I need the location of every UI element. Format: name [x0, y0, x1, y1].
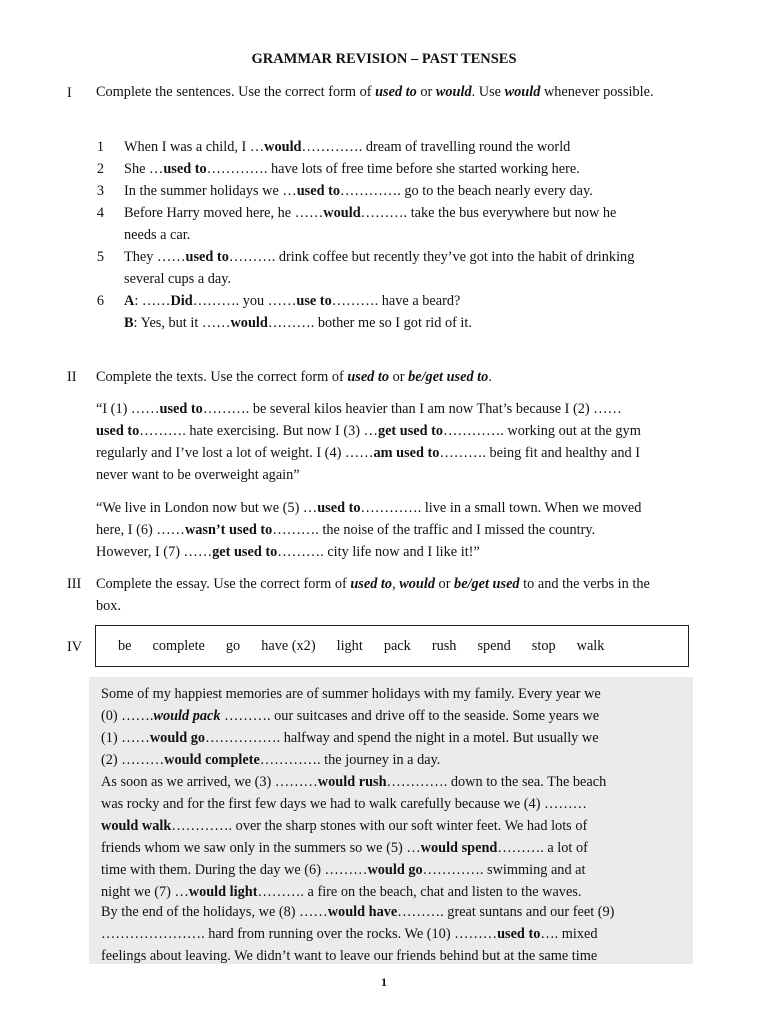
text-run: Before Harry moved here, he ……	[124, 205, 324, 221]
text-run: ………. a fire on the beach, chat and listen to the waves.	[257, 884, 582, 900]
item-line	[124, 224, 724, 246]
item-number: 5	[96, 249, 104, 265]
page-title: GRAMMAR REVISION – PAST TENSES	[251, 51, 517, 67]
text-line	[96, 497, 724, 519]
text-run: several cups a day.	[124, 271, 232, 287]
text-run: …………. dream of travelling round the world	[301, 139, 571, 155]
text-run: ………. you ……	[192, 293, 297, 309]
text-run: Complete the texts. Use the correct form of	[96, 369, 348, 385]
answer-text: used to	[185, 249, 229, 265]
text-run: : ……	[134, 293, 171, 309]
answer-text: used to	[375, 84, 417, 100]
text-line	[101, 923, 687, 945]
text-line	[101, 881, 687, 903]
verb-box	[95, 625, 689, 667]
answer-text: would go	[367, 862, 423, 878]
text-run: time with them. During the day we (6) ………	[101, 862, 368, 878]
item-line	[124, 180, 724, 202]
answer-text: B	[124, 315, 134, 331]
text-run: here, I (6) ……	[96, 522, 185, 538]
section-3-numeral: III	[67, 576, 82, 592]
text-line	[101, 727, 687, 749]
item-line	[124, 268, 724, 290]
text-run: However, I (7) ……	[96, 544, 213, 560]
text-run: .	[488, 369, 492, 385]
verb-word: pack	[383, 638, 411, 654]
text-line	[96, 541, 724, 563]
text-line	[101, 837, 687, 859]
item-number: 2	[96, 161, 104, 177]
text-line	[101, 815, 687, 837]
text-run: (2) ………	[101, 752, 165, 768]
answer-text: would complete	[164, 752, 260, 768]
text-run: friends whom we saw only in the summers so we (5) …	[101, 840, 421, 856]
text-2	[96, 497, 724, 563]
verb-word: light	[336, 638, 363, 654]
essay-paragraph-3	[101, 901, 687, 967]
text-run: : Yes, but it ……	[133, 315, 231, 331]
text-run: …………. live in a small town. When we moved	[360, 500, 642, 516]
text-line	[101, 705, 687, 727]
answer-text: would	[264, 139, 302, 155]
verb-word: complete	[152, 638, 205, 654]
text-run: ………. hate exercising. But now I (3) …	[139, 423, 378, 439]
text-run: …. mixed	[540, 926, 598, 942]
answer-text: would walk	[101, 818, 172, 834]
text-run: never want to be overweight again”	[96, 467, 300, 483]
text-run: needs a car.	[124, 227, 191, 243]
text-line	[101, 945, 687, 967]
text-run: or	[434, 576, 455, 592]
answer-text: wasn’t used to	[184, 522, 273, 538]
text-run: ………. our suitcases and drive off to the seaside. Some years we	[220, 708, 600, 724]
text-run: ………. being fit and healthy and I	[439, 445, 640, 461]
essay-paragraph-2	[101, 771, 687, 903]
answer-text: would	[504, 84, 541, 100]
text-run: or	[389, 369, 409, 385]
item-line	[124, 136, 724, 158]
text-line	[101, 771, 687, 793]
text-run: (0) …….	[101, 708, 154, 724]
item-number: 4	[96, 205, 104, 221]
text-run: “I (1) ……	[96, 401, 160, 417]
answer-text: Did	[170, 293, 193, 309]
page-number: 1	[381, 975, 387, 989]
text-run: By the end of the holidays, we (8) ……	[101, 904, 328, 920]
answer-text: would	[230, 315, 268, 331]
verb-word: stop	[531, 638, 556, 654]
text-run: to and the verbs in the box.	[96, 576, 650, 614]
text-line	[101, 749, 687, 771]
verb-word: be	[118, 638, 132, 654]
text-line	[101, 901, 687, 923]
text-run: They ……	[124, 249, 186, 265]
answer-text: be/get used	[454, 576, 520, 592]
section-2-instructions	[96, 366, 676, 388]
text-line	[101, 683, 687, 705]
answer-text: would spend	[420, 840, 498, 856]
item-line	[124, 312, 724, 334]
answer-text: would	[435, 84, 472, 100]
text-line	[101, 793, 687, 815]
answer-text: used to	[163, 161, 207, 177]
section-1-numeral: I	[67, 85, 72, 101]
answer-text: would go	[149, 730, 206, 746]
text-line	[96, 420, 724, 442]
verb-word: spend	[477, 638, 511, 654]
text-1	[96, 398, 724, 486]
answer-text: used to	[296, 183, 341, 199]
item-number: 6	[96, 293, 104, 309]
text-line	[96, 464, 724, 486]
text-run: regularly and I’ve lost a lot of weight. I (4) ……	[96, 445, 374, 461]
text-run: Complete the essay. Use the correct form of	[96, 576, 351, 592]
answer-text: would have	[327, 904, 398, 920]
answer-text: would light	[188, 884, 258, 900]
text-run: …………. go to the beach nearly every day.	[340, 183, 593, 199]
section-2-numeral: II	[67, 369, 77, 385]
answer-text: used to	[347, 369, 390, 385]
text-run: She …	[124, 161, 164, 177]
text-run: ………. take the bus everywhere but now he	[360, 205, 617, 221]
answer-text: get used to	[377, 423, 444, 439]
text-run: ……………. halfway and spend the night in a motel. But usually we	[205, 730, 599, 746]
answer-text: use to	[296, 293, 332, 309]
answer-text: used to	[159, 401, 203, 417]
verb-word: walk	[576, 638, 605, 654]
text-run: Some of my happiest memories are of summer holidays with my family. Every year we	[101, 686, 601, 702]
text-run: …………. over the sharp stones with our soft winter feet. We had lots of	[171, 818, 588, 834]
text-line	[96, 519, 724, 541]
text-run: As soon as we arrived, we (3) ………	[101, 774, 318, 790]
text-run: ………. drink coffee but recently they’ve got into the habit of drinking	[228, 249, 635, 265]
text-run: . Use	[471, 84, 505, 100]
answer-text: be/get used to	[408, 369, 489, 385]
section-3-instructions	[96, 573, 676, 617]
text-run: or	[416, 84, 436, 100]
answer-text: used to	[317, 500, 361, 516]
answer-text: would	[399, 576, 435, 592]
text-run: night we (7) …	[101, 884, 189, 900]
text-run: Complete the sentences. Use the correct form of	[96, 84, 376, 100]
text-run: ………. have a beard?	[331, 293, 461, 309]
text-run: feelings about leaving. We didn’t want to leave our friends behind but at the same time	[101, 948, 598, 964]
item-line	[124, 290, 724, 312]
text-run: ………. bother me so I got rid of it.	[267, 315, 472, 331]
text-line	[96, 442, 724, 464]
item-line	[124, 158, 724, 180]
answer-text: A	[124, 293, 135, 309]
text-run: was rocky and for the first few days we had to walk carefully because we (4) ………	[101, 796, 587, 812]
section-4-numeral: IV	[67, 639, 83, 655]
answer-text: would pack	[153, 708, 221, 724]
text-run: ………. the noise of the traffic and I missed the country.	[272, 522, 596, 538]
section-1-instructions	[96, 81, 676, 103]
answer-text: am used to	[373, 445, 440, 461]
text-run: ………. great suntans and our feet (9)	[397, 904, 615, 920]
text-run: “We live in London now but we (5) …	[96, 500, 318, 516]
text-run: …………. working out at the gym	[443, 423, 641, 439]
verb-word: have (x2)	[261, 638, 316, 654]
item-line	[124, 202, 724, 224]
verb-word: rush	[431, 638, 457, 654]
text-run: …………. down to the sea. The beach	[386, 774, 607, 790]
answer-text: used to	[497, 926, 541, 942]
text-run: ………. city life now and I like it!”	[277, 544, 480, 560]
text-run: …………. swimming and at	[422, 862, 586, 878]
text-run: …………. have lots of free time before she started working here.	[206, 161, 580, 177]
text-run: ,	[392, 576, 400, 592]
item-number: 3	[96, 183, 104, 199]
text-run: (1) ……	[101, 730, 150, 746]
item-number: 1	[96, 139, 104, 155]
text-run: ………. be several kilos heavier than I am now That’s because I (2) ……	[202, 401, 622, 417]
text-run: whenever possible.	[540, 84, 654, 100]
answer-text: get used to	[212, 544, 278, 560]
item-line	[124, 246, 724, 268]
text-run: …………………. hard from running over the rocks. We (10) ………	[101, 926, 498, 942]
text-run: When I was a child, I …	[124, 139, 265, 155]
answer-text: used to	[96, 423, 140, 439]
text-run: …………. the journey in a day.	[259, 752, 441, 768]
text-line	[101, 859, 687, 881]
answer-text: would rush	[317, 774, 387, 790]
verb-word: go	[225, 638, 241, 654]
answer-text: used to	[350, 576, 393, 592]
text-run: ………. a lot of	[497, 840, 588, 856]
answer-text: would	[323, 205, 361, 221]
text-run: In the summer holidays we …	[124, 183, 297, 199]
text-line	[96, 398, 724, 420]
essay-paragraph-1	[101, 683, 687, 771]
